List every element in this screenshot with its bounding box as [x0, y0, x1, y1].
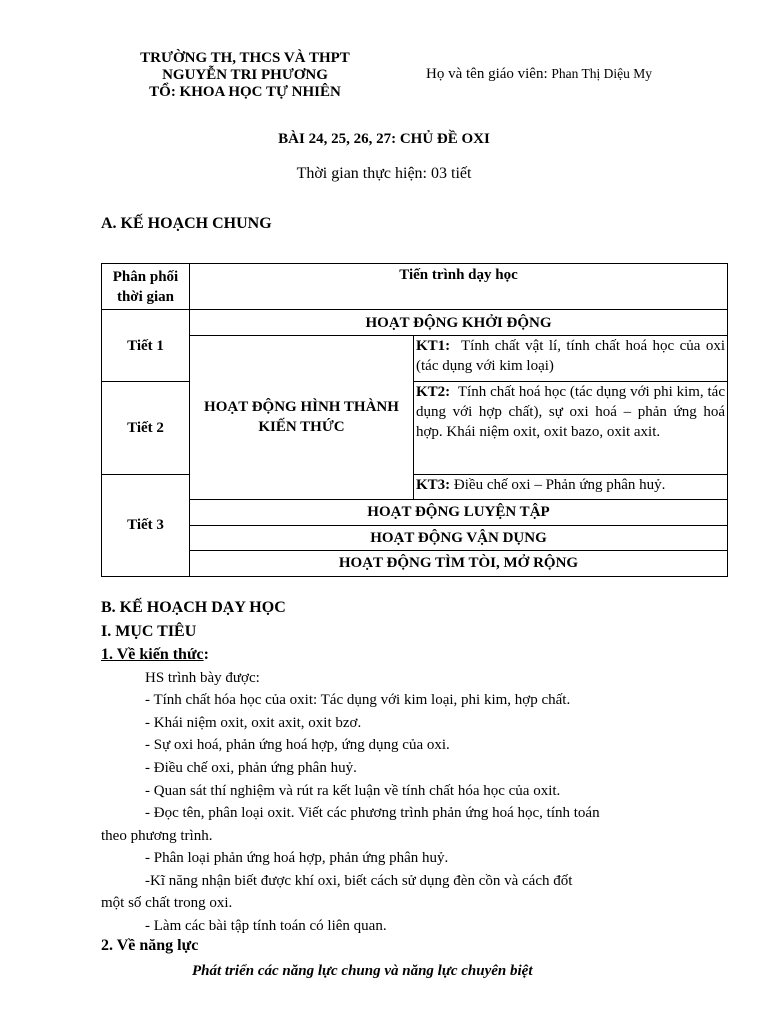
list-item: - Làm các bài tập tính toán có liên quan. [145, 918, 387, 934]
list-item: - Phân loại phản ứng hoá hợp, phản ứng phân huỷ. [145, 850, 449, 866]
period-cell: Tiết 3 [102, 474, 190, 576]
knowledge-intro: HS trình bày được: [145, 670, 260, 686]
list-item: một số chất trong oxi. [101, 895, 233, 911]
period-cell: Tiết 2 [102, 382, 190, 474]
knowledge-heading-label: 1. Về kiến thức [101, 646, 204, 663]
kt3-code: KT3: [416, 476, 451, 493]
list-item: - Đọc tên, phân loại oxit. Viết các phương trình phản ứng hoá học, tính toán [145, 805, 600, 821]
section-a-heading: A. KẾ HOẠCH CHUNG [101, 215, 272, 232]
kt3-text: Điều chế oxi – Phản ứng phân huỷ. [453, 476, 666, 493]
teacher-name: Phan Thị Diệu My [551, 66, 653, 81]
list-item: -Kĩ năng nhận biết được khí oxi, biết cách sử dụng đèn cồn và cách đốt [145, 873, 573, 889]
ability-heading: 2. Về năng lực [101, 937, 199, 954]
table-header-distribution: Phân phối thời gian [102, 264, 190, 310]
table-row [102, 550, 728, 576]
kt2-cell [414, 382, 728, 474]
lesson-title: BÀI 24, 25, 26, 27: CHỦ ĐỀ OXI [278, 131, 490, 147]
table-row [102, 336, 728, 382]
activity-start: HOẠT ĐỘNG KHỞI ĐỘNG [190, 310, 728, 336]
list-item: - Quan sát thí nghiệm và rút ra kết luận về tính chất hóa học của oxit. [145, 783, 561, 799]
knowledge-heading-colon: : [203, 646, 209, 663]
table-row [102, 525, 728, 550]
school-line: NGUYỄN TRI PHƯƠNG [162, 67, 328, 83]
plan-table [101, 263, 728, 577]
kt1-cell [414, 336, 728, 382]
activity-practice: HOẠT ĐỘNG LUYỆN TẬP [190, 499, 728, 525]
list-item: theo phương trình. [101, 828, 213, 844]
section-b-heading: B. KẾ HOẠCH DẠY HỌC [101, 599, 286, 616]
kt2-code: KT2: [416, 384, 451, 401]
knowledge-heading [101, 646, 209, 664]
kt3-cell [414, 474, 728, 499]
school-department: TỔ: KHOA HỌC TỰ NHIÊN [149, 84, 341, 100]
school-name [110, 50, 380, 101]
lesson-time: Thời gian thực hiện: 03 tiết [296, 165, 472, 182]
kt2-text: Tính chất hoá học (tác dụng với phi kim, tác dụng với hợp chất), sự oxi hoá – phản ứng hoá hợp. Khái niệm oxit, oxit bazo, oxit axit. [416, 384, 726, 441]
activity-explore: HOẠT ĐỘNG TÌM TÒI, MỞ RỘNG [190, 550, 728, 576]
activity-knowledge: HOẠT ĐỘNG HÌNH THÀNH KIẾN THỨC [190, 336, 414, 500]
table-header-process: Tiến trình dạy học [190, 264, 728, 310]
list-item: - Khái niệm oxit, oxit axit, oxit bzơ. [145, 715, 362, 731]
list-item: - Sự oxi hoá, phản ứng hoá hợp, ứng dụng của oxi. [145, 737, 450, 753]
table-row [102, 499, 728, 525]
period-cell: Tiết 1 [102, 310, 190, 382]
activity-apply: HOẠT ĐỘNG VẬN DỤNG [190, 525, 728, 550]
table-row [102, 310, 728, 336]
kt1-text: Tính chất vật lí, tính chất hoá học của oxi (tác dụng với kim loại) [416, 338, 726, 375]
ability-text: Phát triển các năng lực chung và năng lực chuyên biệt [192, 963, 533, 979]
list-item: - Điều chế oxi, phản ứng phân huỷ. [145, 760, 357, 776]
school-line: TRƯỜNG TH, THCS VÀ THPT [140, 50, 350, 66]
list-item: - Tính chất hóa học của oxit: Tác dụng với kim loại, phi kim, hợp chất. [145, 692, 571, 708]
kt1-code: KT1: [416, 338, 451, 355]
teacher-info [426, 66, 652, 83]
teacher-label: Họ và tên giáo viên: [426, 66, 548, 82]
table-header-row [102, 264, 728, 310]
objectives-heading: I. MỤC TIÊU [101, 623, 197, 640]
